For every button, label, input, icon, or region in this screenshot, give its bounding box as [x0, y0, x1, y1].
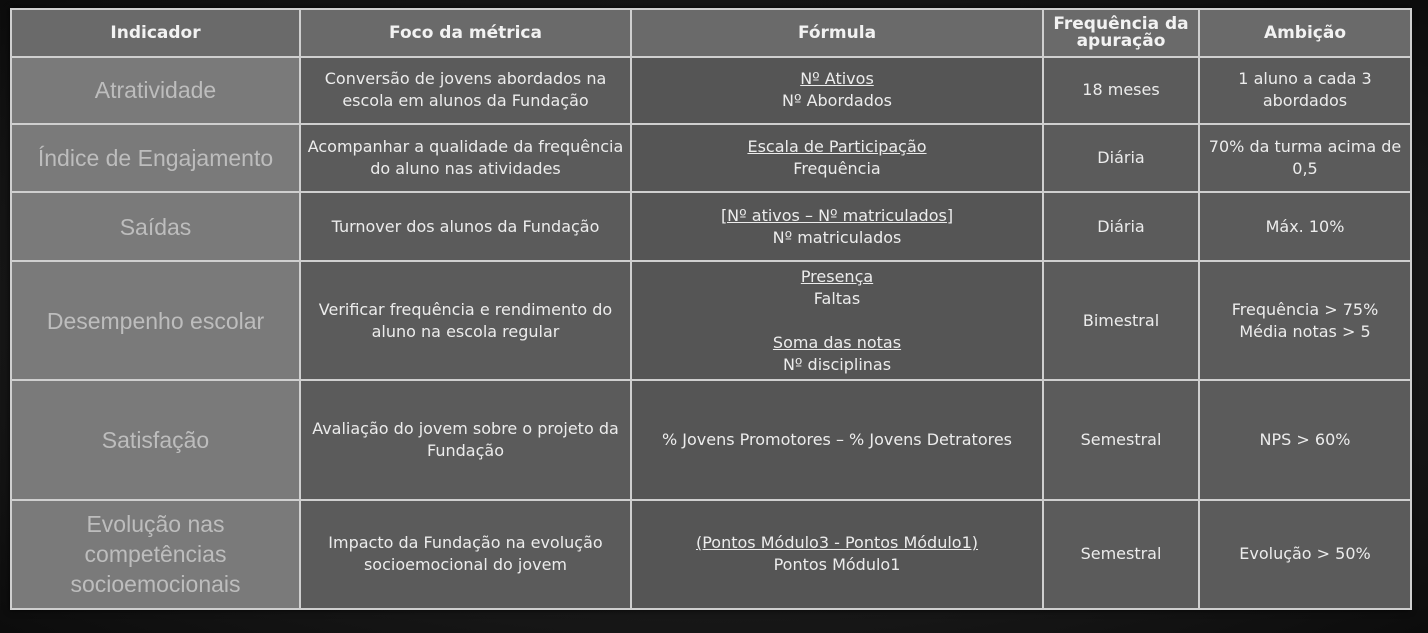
foco-cell: Impacto da Fundação na evolução socioemocional do jovem — [300, 500, 631, 609]
indicador-cell: Atratividade — [11, 57, 300, 124]
header-row — [11, 9, 1411, 57]
indicators-table — [10, 8, 1412, 610]
header-indicador: Indicador — [11, 9, 300, 57]
indicador-cell: Índice de Engajamento — [11, 124, 300, 193]
formula-cell — [631, 124, 1043, 193]
table-row — [11, 124, 1411, 193]
ambicao-cell: 1 aluno a cada 3 abordados — [1199, 57, 1411, 124]
ambicao-line-2: Média notas > 5 — [1239, 321, 1371, 341]
formula-numerator: Escala de Participação — [747, 137, 927, 157]
ambicao-line-1: Frequência > 75% — [1231, 299, 1379, 319]
foco-cell: Conversão de jovens abordados na escola em alunos da Fundação — [300, 57, 631, 124]
formula-numerator: (Pontos Módulo3 - Pontos Módulo1) — [695, 533, 979, 553]
frequencia-cell: Bimestral — [1043, 261, 1199, 380]
indicador-cell: Saídas — [11, 192, 300, 261]
ambicao-cell: 70% da turma acima de 0,5 — [1199, 124, 1411, 193]
formula-numerator-2: Soma das notas — [772, 332, 902, 352]
formula-denominator: Pontos Módulo1 — [773, 555, 901, 575]
formula-denominator: Frequência — [793, 159, 881, 179]
header-formula: Fórmula — [631, 9, 1043, 57]
formula-cell — [631, 57, 1043, 124]
frequencia-cell: Diária — [1043, 124, 1199, 193]
ambicao-cell: NPS > 60% — [1199, 380, 1411, 499]
foco-cell: Acompanhar a qualidade da frequência do aluno nas atividades — [300, 124, 631, 193]
formula-numerator: [Nº ativos – Nº matriculados] — [720, 205, 954, 225]
header-frequencia: Frequência da apuração — [1043, 9, 1199, 57]
formula-denominator: Nº matriculados — [772, 227, 902, 247]
table-row — [11, 380, 1411, 499]
frequencia-cell: Semestral — [1043, 500, 1199, 609]
ambicao-cell: Máx. 10% — [1199, 192, 1411, 261]
table-row — [11, 57, 1411, 124]
formula-denominator: Faltas — [813, 288, 861, 308]
table-row — [11, 500, 1411, 609]
ambicao-cell — [1199, 261, 1411, 380]
formula-denominator: Nº Abordados — [781, 91, 893, 111]
indicador-cell: Desempenho escolar — [11, 261, 300, 380]
table-row — [11, 261, 1411, 380]
table-row — [11, 192, 1411, 261]
indicators-slide — [10, 8, 1410, 610]
formula-numerator: Presença — [800, 266, 874, 286]
frequencia-cell: Semestral — [1043, 380, 1199, 499]
formula-cell: % Jovens Promotores – % Jovens Detratores — [631, 380, 1043, 499]
frequencia-cell: 18 meses — [1043, 57, 1199, 124]
indicador-cell: Satisfação — [11, 380, 300, 499]
foco-cell: Avaliação do jovem sobre o projeto da Fundação — [300, 380, 631, 499]
foco-cell: Verificar frequência e rendimento do aluno na escola regular — [300, 261, 631, 380]
header-foco: Foco da métrica — [300, 9, 631, 57]
foco-cell: Turnover dos alunos da Fundação — [300, 192, 631, 261]
formula-cell — [631, 500, 1043, 609]
formula-denominator-2: Nº disciplinas — [782, 354, 892, 374]
indicador-cell: Evolução nas competências socioemocionais — [11, 500, 300, 609]
formula-cell — [631, 261, 1043, 380]
frequencia-cell: Diária — [1043, 192, 1199, 261]
ambicao-cell: Evolução > 50% — [1199, 500, 1411, 609]
formula-numerator: Nº Ativos — [800, 69, 874, 89]
header-ambicao: Ambição — [1199, 9, 1411, 57]
formula-cell — [631, 192, 1043, 261]
